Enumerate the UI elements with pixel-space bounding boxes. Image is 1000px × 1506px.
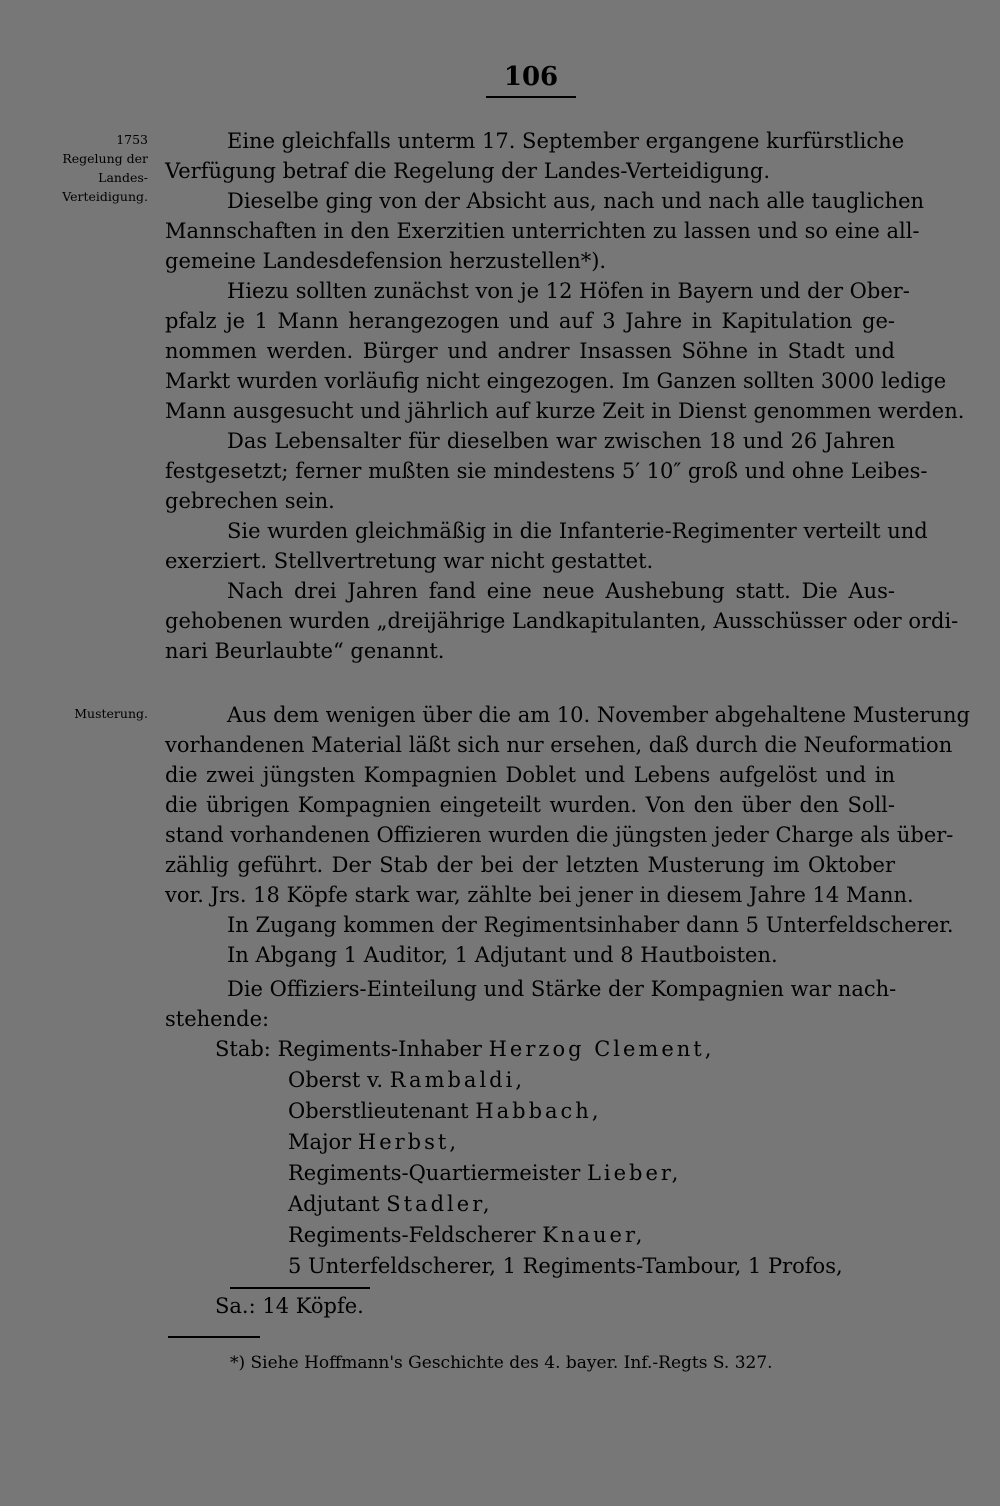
- page-number: 106: [503, 62, 559, 92]
- footnote-rule: [168, 1336, 260, 1338]
- section-musterung: [165, 700, 970, 1282]
- staff-name: Herzog Clement,: [488, 1037, 715, 1061]
- margin-note-line: Regelung der: [62, 151, 148, 166]
- staff-entry: 5 Unterfeldscherer, 1 Regiments-Tambour, 1 Profos,: [288, 1254, 843, 1278]
- staff-name: Stadler,: [386, 1192, 493, 1216]
- text-line: Dieselbe ging von der Absicht aus, nach und nach alle tauglichen: [227, 189, 925, 213]
- text-line: Die Offiziers-Einteilung und Stärke der Kompagnien war nach-: [227, 977, 897, 1001]
- text-line: Markt wurden vorläufig nicht eingezogen. Im Ganzen sollten 3000 ledige: [165, 369, 947, 393]
- page-number-rule: [486, 96, 576, 98]
- staff-name: Habbach,: [475, 1099, 602, 1123]
- staff-entry: [165, 1158, 895, 1189]
- text-line: die übrigen Kompagnien eingeteilt wurden. Von den über den Soll-: [165, 793, 895, 817]
- text-line: gemeine Landesdefension herzustellen*).: [165, 249, 607, 273]
- staff-name: Lieber,: [586, 1161, 682, 1185]
- text-line: nari Beurlaubte“ genannt.: [165, 639, 445, 663]
- staff-list: [165, 1034, 895, 1282]
- text-line: stand vorhandenen Offizieren wurden die jüngsten jeder Charge als über-: [165, 823, 954, 847]
- text-line: stehende:: [165, 1007, 270, 1031]
- text-line: nommen werden. Bürger und andrer Insassen Söhne in Stadt und: [165, 339, 895, 363]
- text-line: Eine gleichfalls unterm 17. September ergangene kurfürstliche: [227, 129, 905, 153]
- staff-name: Herbst,: [357, 1130, 460, 1154]
- text-line: festgesetzt; ferner mußten sie mindestens 5′ 10″ groß und ohne Leibes-: [165, 459, 928, 483]
- staff-entry: [165, 1034, 895, 1065]
- margin-note-musterung: [18, 704, 148, 723]
- text-line: Sie wurden gleichmäßig in die Infanterie-Regimenter verteilt und: [227, 519, 928, 543]
- sum-rule: [230, 1287, 370, 1289]
- staff-title: Regiments-Inhaber: [277, 1037, 482, 1061]
- staff-title: Adjutant: [288, 1192, 380, 1216]
- text-line: Verfügung betraf die Regelung der Landes-Verteidigung.: [165, 159, 771, 183]
- staff-entry: [165, 1096, 895, 1127]
- margin-note-line: Musterung.: [74, 706, 148, 721]
- text-line: Hiezu sollten zunächst von je 12 Höfen in Bayern und der Ober-: [227, 279, 910, 303]
- text-line: Nach drei Jahren fand eine neue Aushebung statt. Die Aus-: [227, 579, 895, 603]
- sum-line: Sa.: 14 Köpfe.: [215, 1294, 364, 1318]
- staff-entry: [165, 1065, 895, 1096]
- footnote: *) Siehe Hoffmann's Geschichte des 4. bayer. Inf.-Regts S. 327.: [230, 1353, 773, 1373]
- margin-note-line: Verteidigung.: [62, 189, 148, 204]
- text-line: Das Lebensalter für dieselben war zwischen 18 und 26 Jahren: [227, 429, 895, 453]
- margin-note-line: Landes-: [98, 170, 148, 185]
- text-line: gehobenen wurden „dreijährige Landkapitulanten, Ausschüsser oder ordi-: [165, 609, 959, 633]
- text-line: In Zugang kommen der Regimentsinhaber dann 5 Unterfeldscherer.: [227, 913, 954, 937]
- margin-note-year: 1753: [116, 132, 148, 147]
- staff-title: Oberstlieutenant: [288, 1099, 469, 1123]
- staff-entry: [165, 1220, 895, 1251]
- text-line: Mannschaften in den Exerzitien unterrichten zu lassen und so eine all-: [165, 219, 920, 243]
- staff-name: Knauer,: [542, 1223, 646, 1247]
- staff-title: Oberst v.: [288, 1068, 384, 1092]
- staff-title: Major: [288, 1130, 352, 1154]
- text-line: gebrechen sein.: [165, 489, 335, 513]
- text-line: zählig geführt. Der Stab der bei der letzten Musterung im Oktober: [165, 853, 895, 877]
- staff-title: Regiments-Feldscherer: [288, 1223, 536, 1247]
- staff-title: Regiments-Quartiermeister: [288, 1161, 581, 1185]
- text-line: exerziert. Stellvertretung war nicht gestattet.: [165, 549, 654, 573]
- text-line: die zwei jüngsten Kompagnien Doblet und Lebens aufgelöst und in: [165, 763, 895, 787]
- text-line: vorhandenen Material läßt sich nur ersehen, daß durch die Neuformation: [165, 733, 953, 757]
- text-line: Aus dem wenigen über die am 10. November abgehaltene Musterung: [227, 703, 970, 727]
- staff-label: Stab:: [215, 1037, 271, 1061]
- text-line: Mann ausgesucht und jährlich auf kurze Zeit in Dienst genommen werden.: [165, 399, 965, 423]
- staff-entry: [165, 1127, 895, 1158]
- text-line: In Abgang 1 Auditor, 1 Adjutant und 8 Hautboisten.: [227, 943, 778, 967]
- section-landesverteidigung: [165, 126, 965, 666]
- margin-note-landesverteidigung: [18, 130, 148, 206]
- staff-name: Rambaldi,: [389, 1068, 526, 1092]
- text-line: vor. Jrs. 18 Köpfe stark war, zählte bei jener in diesem Jahre 14 Mann.: [165, 883, 914, 907]
- text-line: pfalz je 1 Mann herangezogen und auf 3 Jahre in Kapitulation ge-: [165, 309, 895, 333]
- staff-entry: [165, 1189, 895, 1220]
